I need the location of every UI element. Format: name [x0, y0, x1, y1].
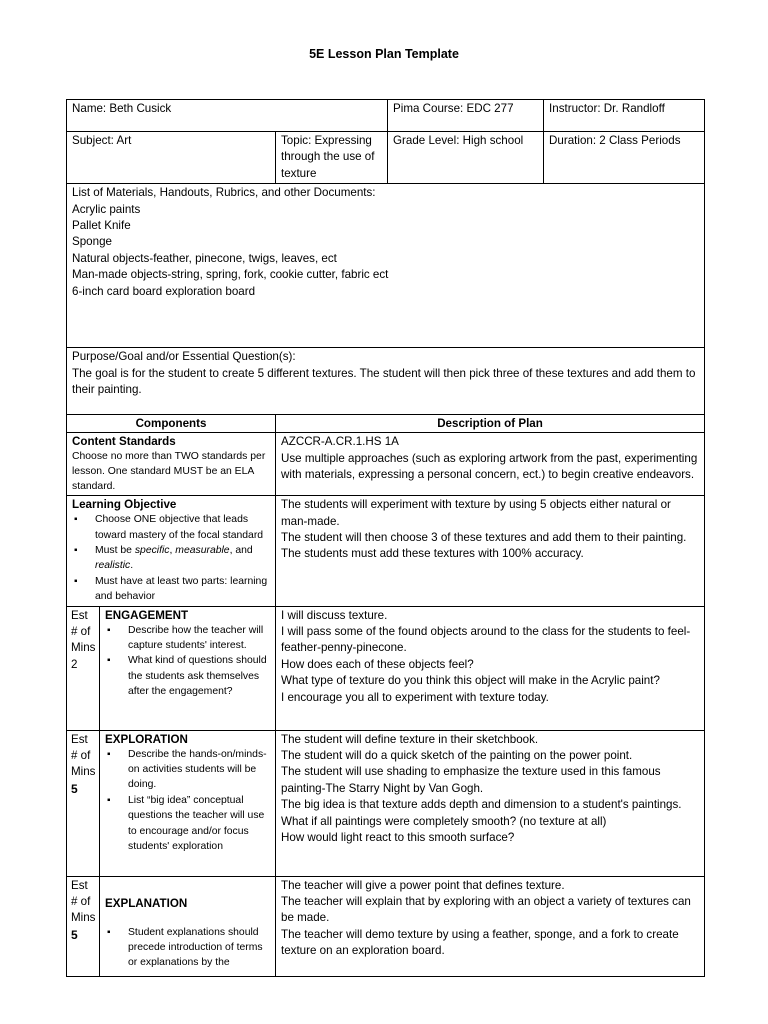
est-label: Est	[71, 608, 88, 622]
materials-item: Man-made objects-string, spring, fork, cookie cutter, fabric ect	[72, 268, 389, 282]
est-label: # of	[71, 625, 91, 639]
materials-heading: List of Materials, Handouts, Rubrics, and other Documents:	[72, 186, 376, 200]
instructor: Instructor: Dr. Randloff	[544, 100, 705, 132]
materials-item: Sponge	[72, 235, 112, 249]
explanation-cell	[100, 876, 276, 976]
description-line: The teacher will demo texture by using a feather, sponge, and a fork to create texture on an exploration board.	[281, 927, 679, 958]
text-span: specific	[134, 545, 170, 557]
learning-objective-list	[72, 512, 270, 604]
text-span: .	[130, 560, 134, 572]
content-standards-description	[276, 433, 705, 496]
teacher-name: Name: Beth Cusick	[67, 100, 388, 132]
components-header-row	[67, 415, 705, 433]
content-standards-label: Content Standards	[72, 435, 176, 449]
list-item: ▪ Describe how the teacher will capture students' interest.	[105, 623, 270, 654]
materials-item: Pallet Knife	[72, 219, 131, 233]
est-minutes: 5	[71, 781, 78, 796]
description-line: The students must add these textures with 100% accuracy.	[281, 547, 584, 561]
exploration-list	[105, 747, 270, 855]
description-line: I encourage you all to experiment with texture today.	[281, 690, 549, 704]
materials-cell	[67, 184, 705, 348]
text-span: realistic	[95, 560, 131, 572]
description-line: The student will use shading to emphasize the texture used in this famous painting-The Starry Night by Van Gogh.	[281, 765, 661, 795]
standard-code: AZCCR-A.CR.1.HS 1A	[281, 435, 399, 449]
duration: Duration: 2 Class Periods	[544, 132, 705, 184]
lesson-plan-table	[66, 99, 705, 977]
explanation-label: EXPLANATION	[105, 896, 188, 910]
list-item: ▪ List “big idea” conceptual questions the teacher will use to encourage and/or focus students' exploration	[105, 793, 270, 855]
description-line: What type of texture do you think this object will make in the Acrylic paint?	[281, 674, 660, 688]
est-minutes: 5	[71, 927, 78, 942]
learning-objective-cell	[67, 496, 276, 606]
exploration-description	[276, 730, 705, 876]
subject: Subject: Art	[67, 132, 276, 184]
components-header: Components	[67, 415, 276, 433]
engagement-list	[105, 623, 270, 700]
list-item: ▪ What kind of questions should the students ask themselves after the engagement?	[105, 653, 270, 699]
list-item	[72, 543, 270, 574]
est-label: Est	[71, 878, 88, 892]
text-span: ,	[169, 545, 176, 557]
description-line: The teacher will give a power point that defines texture.	[281, 878, 565, 892]
content-standards-cell	[67, 433, 276, 496]
description-line: What if all paintings were completely smooth? (no texture at all)	[281, 814, 607, 828]
list-item: ▪ Describe the hands-on/minds-on activities students will be doing.	[105, 747, 270, 793]
description-line: How would light react to this smooth surface?	[281, 831, 515, 845]
exploration-cell	[100, 730, 276, 876]
exploration-label: EXPLORATION	[105, 732, 188, 746]
exploration-row	[67, 730, 705, 876]
est-label: # of	[71, 749, 91, 763]
content-standards-row	[67, 433, 705, 496]
purpose-cell	[67, 348, 705, 415]
description-line: The big idea is that texture adds depth and dimension to a student's paintings.	[281, 798, 682, 812]
description-line: The teacher will explain that by exploring with an object a variety of textures can be made.	[281, 895, 691, 925]
purpose-heading: Purpose/Goal and/or Essential Question(s):	[72, 350, 296, 364]
header-row-2	[67, 132, 705, 184]
description-line: I will discuss texture.	[281, 608, 388, 622]
text-span: measurable	[175, 545, 230, 557]
description-header: Description of Plan	[276, 415, 705, 433]
materials-row	[67, 184, 705, 348]
description-line: The student will define texture in their sketchbook.	[281, 732, 539, 746]
pima-course: Pima Course: EDC 277	[388, 100, 544, 132]
materials-item: Natural objects-feather, pinecone, twigs, leaves, ect	[72, 251, 337, 265]
engagement-label: ENGAGEMENT	[105, 608, 189, 622]
text-span: Must be	[95, 545, 135, 557]
list-item: ▪ Choose ONE objective that leads toward mastery of the focal standard	[72, 512, 270, 543]
explanation-est-cell	[67, 876, 100, 976]
est-label: Mins	[71, 911, 96, 925]
list-item: ▪ Must have at least two parts: learning and behavior	[72, 574, 270, 605]
materials-item: Acrylic paints	[72, 202, 141, 216]
grade-level: Grade Level: High school	[388, 132, 544, 184]
exploration-est-cell	[67, 730, 100, 876]
est-label: Est	[71, 732, 88, 746]
purpose-row	[67, 348, 705, 415]
learning-objective-description	[276, 496, 705, 606]
engagement-est-cell	[67, 606, 100, 730]
document-title: 5E Lesson Plan Template	[309, 47, 459, 61]
est-label: Mins	[71, 765, 96, 779]
header-row-1	[67, 100, 705, 132]
explanation-list	[105, 925, 270, 971]
description-line: The students will experiment with texture by using 5 objects either natural or man-made.	[281, 498, 671, 528]
topic: Topic: Expressing through the use of texture	[276, 132, 388, 184]
description-line: The student will then choose 3 of these textures and add them to their painting.	[281, 531, 687, 545]
description-line: The student will do a quick sketch of the painting on the power point.	[281, 749, 633, 763]
explanation-row	[67, 876, 705, 976]
content-standards-note: Choose no more than TWO standards per lesson. One standard MUST be an ELA standard.	[72, 451, 266, 493]
list-item: ▪ Student explanations should precede introduction of terms or explanations by the	[105, 925, 270, 971]
engagement-description	[276, 606, 705, 730]
description-line: I will pass some of the found objects around to the class for the students to feel-feather-penny-pinecone.	[281, 625, 691, 655]
est-label: # of	[71, 895, 91, 909]
est-minutes: 2	[71, 657, 78, 671]
engagement-row	[67, 606, 705, 730]
text-span: , and	[229, 545, 253, 557]
learning-objective-row	[67, 496, 705, 606]
standard-text: Use multiple approaches (such as exploring artwork from the past, experimenting with materials, expressing a personal concern, ect.) to begin creative endeavors.	[281, 451, 698, 482]
est-label: Mins	[71, 641, 96, 655]
purpose-text: The goal is for the student to create 5 different textures. The student will then pick three of these textures and add them to their painting.	[72, 366, 696, 397]
learning-objective-label: Learning Objective	[72, 498, 177, 512]
materials-item: 6-inch card board exploration board	[72, 284, 256, 298]
description-line: How does each of these objects feel?	[281, 657, 474, 671]
engagement-cell	[100, 606, 276, 730]
explanation-description	[276, 876, 705, 976]
